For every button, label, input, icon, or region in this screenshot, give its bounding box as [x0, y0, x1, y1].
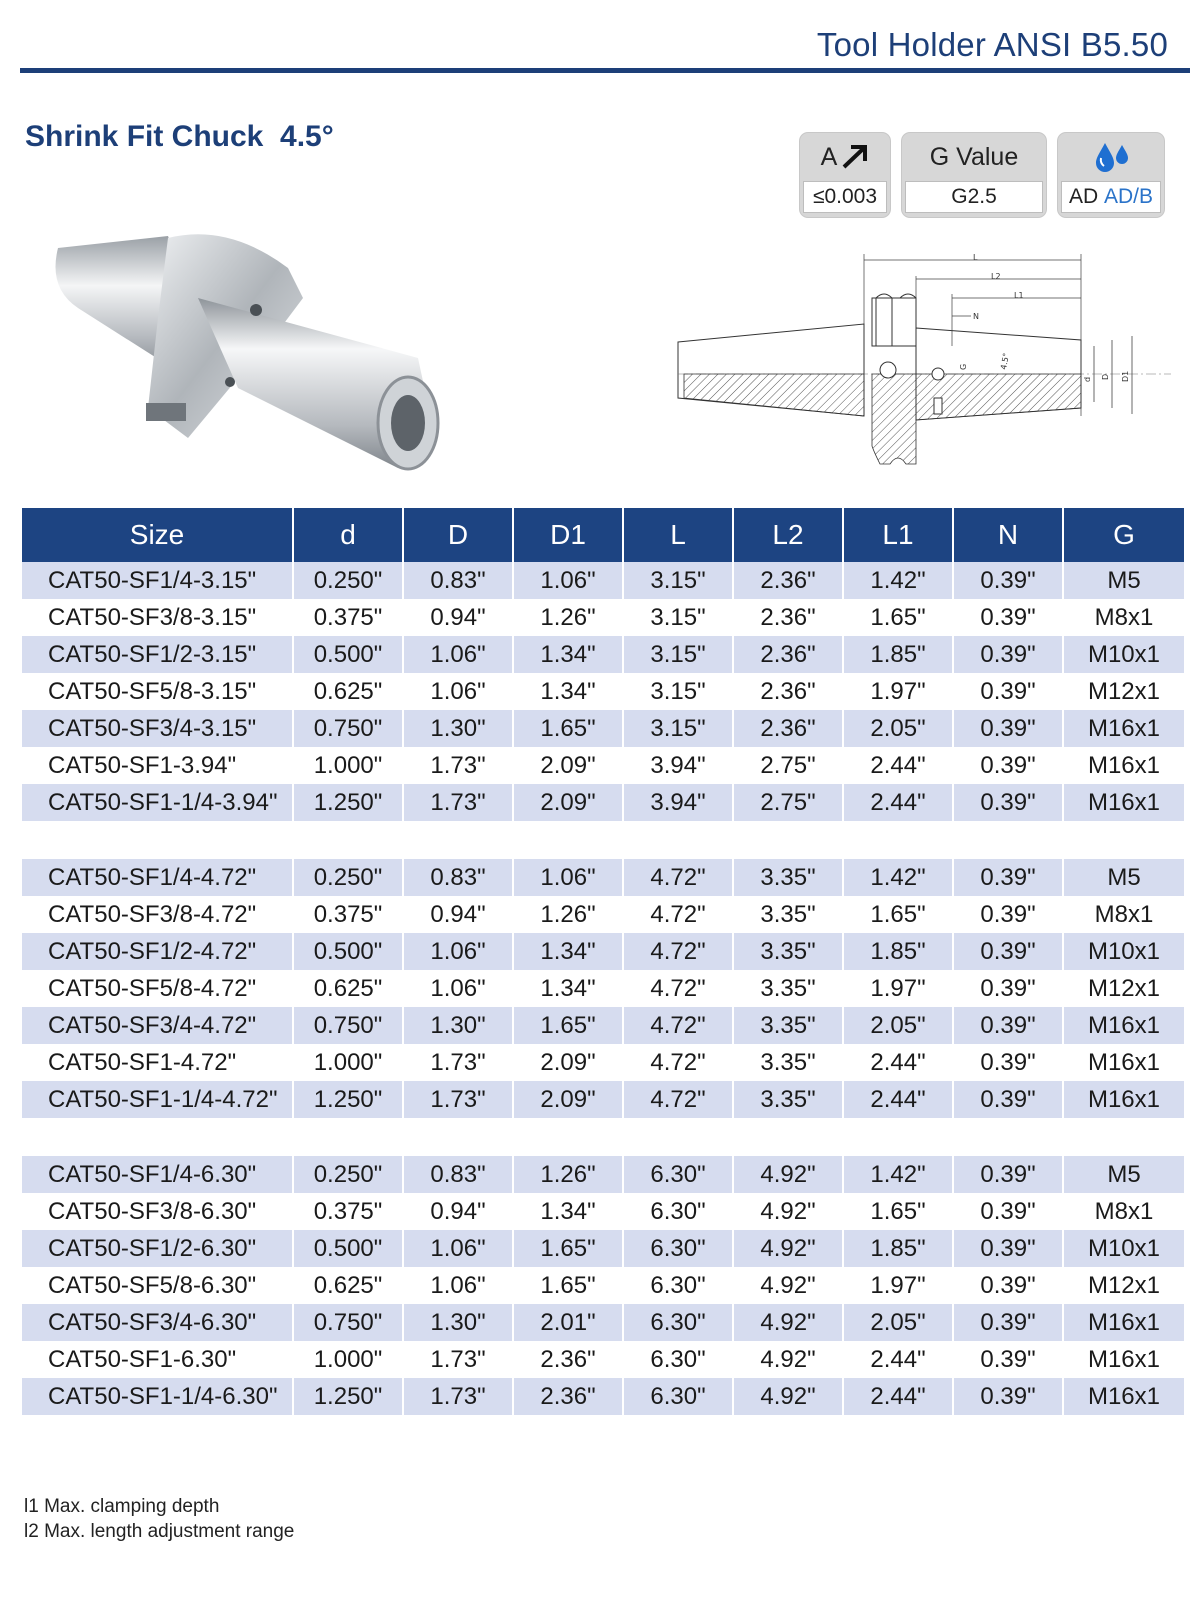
table-row	[22, 1341, 1184, 1378]
size-cell: CAT50-SF1/2-4.72"	[22, 933, 293, 970]
size-cell: CAT50-SF1-1/4-4.72"	[22, 1081, 293, 1118]
value-cell: 2.75"	[733, 747, 843, 784]
value-cell: 1.30"	[403, 710, 513, 747]
product-photo	[38, 228, 458, 484]
value-cell: 0.83"	[403, 859, 513, 896]
size-cell: CAT50-SF5/8-4.72"	[22, 970, 293, 1007]
value-cell: 0.39"	[953, 859, 1063, 896]
value-cell: 1.34"	[513, 933, 623, 970]
spec-table	[22, 508, 1184, 1415]
product-title: Shrink Fit Chuck 4.5°	[25, 120, 334, 153]
value-cell: 1.06"	[403, 1267, 513, 1304]
table-row	[22, 673, 1184, 710]
value-cell: 4.92"	[733, 1378, 843, 1415]
col-header-l2: L2	[733, 508, 843, 562]
size-cell: CAT50-SF3/8-4.72"	[22, 896, 293, 933]
value-cell: 0.39"	[953, 710, 1063, 747]
value-cell: 2.09"	[513, 1081, 623, 1118]
technical-drawing	[676, 246, 1176, 478]
runout-value: ≤0.003	[803, 181, 887, 213]
header-rule	[20, 68, 1190, 73]
dim-label-l: L	[973, 253, 978, 262]
value-cell: 1.000"	[293, 1341, 403, 1378]
value-cell: M16x1	[1063, 710, 1184, 747]
value-cell: 6.30"	[623, 1156, 733, 1193]
table-row	[22, 1230, 1184, 1267]
value-cell: 0.39"	[953, 784, 1063, 821]
value-cell: 0.375"	[293, 599, 403, 636]
value-cell: 1.34"	[513, 1193, 623, 1230]
value-cell: 2.09"	[513, 1044, 623, 1081]
col-header-n: N	[953, 508, 1063, 562]
footnote-length-adjustment: l2 Max. length adjustment range	[24, 1521, 295, 1542]
value-cell: 3.15"	[623, 636, 733, 673]
value-cell: 1.85"	[843, 1230, 953, 1267]
value-cell: 0.500"	[293, 636, 403, 673]
value-cell: 0.39"	[953, 1156, 1063, 1193]
value-cell: M12x1	[1087, 1271, 1161, 1299]
value-cell: 1.06"	[403, 970, 513, 1007]
value-cell: M10x1	[1063, 933, 1184, 970]
footnote-clamping-depth: l1 Max. clamping depth	[24, 1496, 220, 1517]
group-spacer-cell	[22, 821, 1184, 859]
value-cell: 2.05"	[843, 1007, 953, 1044]
value-cell: 1.65"	[513, 710, 623, 747]
table-row	[22, 970, 1184, 1007]
value-cell: 3.35"	[733, 1007, 843, 1044]
value-cell: 1.85"	[843, 933, 953, 970]
value-cell: 1.34"	[513, 673, 623, 710]
page-header-title: Tool Holder ANSI B5.50	[816, 26, 1168, 63]
value-cell: M5	[1063, 562, 1184, 599]
runout-arrow-icon	[841, 144, 869, 170]
value-cell: 4.92"	[733, 1341, 843, 1378]
value-cell: 3.35"	[733, 896, 843, 933]
value-cell: 3.35"	[733, 933, 843, 970]
value-cell: 2.05"	[843, 710, 953, 747]
value-cell: 0.39"	[953, 562, 1063, 599]
value-cell: M16x1	[1063, 1304, 1184, 1341]
table-row	[22, 933, 1184, 970]
value-cell: 0.39"	[953, 1267, 1063, 1304]
value-cell: M16x1	[1063, 1081, 1184, 1118]
value-cell: 2.36"	[733, 710, 843, 747]
value-cell: 0.94"	[403, 1193, 513, 1230]
col-header-big-d: D	[403, 508, 513, 562]
value-cell: 0.500"	[293, 1230, 403, 1267]
value-cell: 1.97"	[843, 970, 953, 1007]
coolant-badge-top	[1091, 133, 1131, 181]
size-cell: CAT50-SF1-4.72"	[22, 1044, 293, 1081]
value-cell: 4.72"	[623, 1044, 733, 1081]
size-cell: CAT50-SF1-1/4-6.30"	[22, 1378, 293, 1415]
table-row	[22, 1304, 1184, 1341]
value-cell: 0.625"	[293, 970, 403, 1007]
value-cell: 6.30"	[623, 1193, 733, 1230]
value-cell: 3.35"	[733, 970, 843, 1007]
value-cell: 0.39"	[953, 1193, 1063, 1230]
value-cell: 6.30"	[623, 1378, 733, 1415]
value-cell: 3.35"	[733, 1044, 843, 1081]
value-cell: 1.000"	[293, 747, 403, 784]
value-cell: 2.05"	[843, 1304, 953, 1341]
coolant-value	[1061, 181, 1161, 213]
value-cell: 0.375"	[293, 1193, 403, 1230]
value-cell: 4.92"	[733, 1304, 843, 1341]
value-cell: 0.39"	[953, 1341, 1063, 1378]
dim-label-l2: L2	[991, 272, 1001, 281]
value-cell: 0.39"	[953, 970, 1063, 1007]
value-cell: 1.42"	[843, 562, 953, 599]
size-cell: CAT50-SF5/8-6.30"	[22, 1267, 293, 1304]
value-cell: 4.72"	[623, 859, 733, 896]
value-cell: 1.06"	[403, 1230, 513, 1267]
value-cell: 3.35"	[733, 859, 843, 896]
coolant-value-adb: AD/B	[1104, 185, 1154, 208]
value-cell: 1.06"	[403, 673, 513, 710]
value-cell: 0.625"	[293, 673, 403, 710]
value-cell: 0.250"	[293, 859, 403, 896]
value-cell: 4.72"	[623, 1081, 733, 1118]
value-cell: 0.750"	[293, 710, 403, 747]
value-cell: 1.73"	[403, 1044, 513, 1081]
value-cell: 1.30"	[403, 1304, 513, 1341]
table-row	[22, 1267, 1184, 1304]
value-cell: 2.36"	[733, 562, 843, 599]
dim-label-n: N	[973, 312, 979, 321]
table-row	[22, 562, 1184, 599]
value-cell: 1.250"	[293, 784, 403, 821]
table-row	[22, 1193, 1184, 1230]
size-cell: CAT50-SF1/2-3.15"	[22, 636, 293, 673]
value-cell: M8x1	[1094, 900, 1154, 928]
value-cell: 2.44"	[843, 1341, 953, 1378]
value-cell: 1.250"	[293, 1378, 403, 1415]
col-header-size: Size	[22, 508, 293, 562]
size-cell: CAT50-SF3/4-3.15"	[22, 710, 293, 747]
footnotes	[24, 1494, 294, 1544]
value-cell: 1.06"	[513, 859, 623, 896]
group-spacer	[22, 821, 1184, 859]
col-header-g: G	[1063, 508, 1184, 562]
value-cell: M16x1	[1087, 1345, 1161, 1373]
coolant-badge	[1058, 133, 1164, 217]
value-cell: 1.65"	[513, 1007, 623, 1044]
value-cell: 4.92"	[733, 1156, 843, 1193]
value-cell: 4.92"	[733, 1267, 843, 1304]
balance-badge	[902, 133, 1046, 217]
value-cell: 1.65"	[843, 896, 953, 933]
size-cell: CAT50-SF5/8-3.15"	[22, 673, 293, 710]
size-cell: CAT50-SF1-3.94"	[22, 747, 293, 784]
value-cell: 3.15"	[623, 599, 733, 636]
spec-table-body	[22, 562, 1184, 1415]
dim-label-d1: D1	[1121, 370, 1130, 382]
value-cell: 0.39"	[953, 1007, 1063, 1044]
runout-badge	[800, 133, 890, 217]
value-cell: 1.85"	[843, 636, 953, 673]
value-cell: 1.26"	[513, 896, 623, 933]
table-row	[22, 710, 1184, 747]
value-cell: 1.73"	[403, 1378, 513, 1415]
value-cell: 0.94"	[403, 599, 513, 636]
table-row	[22, 1007, 1184, 1044]
runout-label: A	[820, 142, 838, 171]
balance-value: G2.5	[905, 181, 1043, 213]
value-cell: 0.500"	[293, 933, 403, 970]
size-cell: CAT50-SF3/4-6.30"	[22, 1304, 293, 1341]
value-cell: 2.01"	[513, 1304, 623, 1341]
coolant-drops-icon	[1091, 140, 1131, 174]
dim-label-g: G	[959, 363, 968, 370]
col-header-l1: L1	[843, 508, 953, 562]
col-header-l: L	[623, 508, 733, 562]
value-cell: 0.750"	[293, 1304, 403, 1341]
value-cell: 1.97"	[843, 1267, 953, 1304]
value-cell: 1.250"	[293, 1081, 403, 1118]
value-cell: 0.750"	[293, 1007, 403, 1044]
value-cell: 1.06"	[403, 933, 513, 970]
value-cell: 2.09"	[513, 784, 623, 821]
spec-badges	[800, 133, 1164, 217]
value-cell: M16x1	[1087, 751, 1161, 779]
value-cell: 6.30"	[623, 1267, 733, 1304]
dim-label-big-d: D	[1101, 373, 1110, 380]
value-cell: 4.72"	[623, 896, 733, 933]
value-cell: 0.39"	[953, 747, 1063, 784]
value-cell: M5	[1063, 859, 1184, 896]
value-cell: 1.65"	[513, 1267, 623, 1304]
value-cell: 1.30"	[403, 1007, 513, 1044]
value-cell: M10x1	[1063, 1230, 1184, 1267]
value-cell: 1.26"	[513, 1156, 623, 1193]
col-header-d: d	[293, 508, 403, 562]
size-cell: CAT50-SF1/4-3.15"	[22, 562, 293, 599]
runout-badge-top	[821, 133, 870, 181]
value-cell: 1.26"	[513, 599, 623, 636]
value-cell: 6.30"	[623, 1341, 733, 1378]
value-cell: 2.44"	[843, 1081, 953, 1118]
dim-label-angle: 4.5°	[999, 352, 1011, 371]
value-cell: 2.36"	[733, 599, 843, 636]
value-cell: M12x1	[1087, 677, 1161, 705]
value-cell: 1.73"	[403, 1081, 513, 1118]
value-cell: 4.72"	[623, 1007, 733, 1044]
size-cell: CAT50-SF1-1/4-3.94"	[22, 784, 293, 821]
value-cell: 6.30"	[623, 1304, 733, 1341]
value-cell: 2.44"	[843, 747, 953, 784]
value-cell: 2.36"	[513, 1378, 623, 1415]
value-cell: 0.250"	[293, 1156, 403, 1193]
value-cell: 0.94"	[403, 896, 513, 933]
value-cell: 1.73"	[403, 784, 513, 821]
value-cell: M10x1	[1063, 636, 1184, 673]
spec-table-header-row	[22, 508, 1184, 562]
value-cell: M16x1	[1087, 1048, 1161, 1076]
value-cell: 0.39"	[953, 599, 1063, 636]
value-cell: 1.42"	[843, 1156, 953, 1193]
group-spacer-cell	[22, 1118, 1184, 1156]
value-cell: 2.75"	[733, 784, 843, 821]
value-cell: 1.73"	[403, 1341, 513, 1378]
table-row	[22, 1044, 1184, 1081]
size-cell: CAT50-SF1/2-6.30"	[22, 1230, 293, 1267]
coolant-value-ad: AD	[1068, 185, 1099, 208]
value-cell: 4.92"	[733, 1230, 843, 1267]
table-row	[22, 896, 1184, 933]
value-cell: 2.36"	[513, 1341, 623, 1378]
size-cell: CAT50-SF3/8-6.30"	[22, 1193, 293, 1230]
value-cell: 6.30"	[623, 1230, 733, 1267]
col-header-d1: D1	[513, 508, 623, 562]
value-cell: M16x1	[1063, 1378, 1184, 1415]
value-cell: 0.39"	[953, 1230, 1063, 1267]
value-cell: 0.39"	[953, 1081, 1063, 1118]
value-cell: 4.72"	[623, 970, 733, 1007]
value-cell: 2.44"	[843, 1044, 953, 1081]
value-cell: 0.83"	[403, 562, 513, 599]
size-cell: CAT50-SF1-6.30"	[22, 1341, 293, 1378]
value-cell: 0.83"	[403, 1156, 513, 1193]
value-cell: 3.94"	[623, 747, 733, 784]
value-cell: 1.06"	[403, 636, 513, 673]
value-cell: M16x1	[1063, 784, 1184, 821]
value-cell: 2.36"	[733, 636, 843, 673]
value-cell: 1.06"	[513, 562, 623, 599]
table-row	[22, 1378, 1184, 1415]
value-cell: 1.42"	[843, 859, 953, 896]
value-cell: 0.250"	[293, 562, 403, 599]
value-cell: 3.15"	[623, 562, 733, 599]
value-cell: 1.65"	[513, 1230, 623, 1267]
value-cell: 0.39"	[953, 673, 1063, 710]
size-cell: CAT50-SF3/4-4.72"	[22, 1007, 293, 1044]
value-cell: 0.375"	[293, 896, 403, 933]
dim-label-d: d	[1083, 376, 1092, 382]
value-cell: 0.39"	[953, 896, 1063, 933]
size-cell: CAT50-SF1/4-4.72"	[22, 859, 293, 896]
value-cell: 0.39"	[953, 1304, 1063, 1341]
value-cell: 3.35"	[733, 1081, 843, 1118]
value-cell: 2.44"	[843, 1378, 953, 1415]
value-cell: 1.73"	[403, 747, 513, 784]
size-cell: CAT50-SF3/8-3.15"	[22, 599, 293, 636]
value-cell: 2.44"	[843, 784, 953, 821]
dim-label-l1: L1	[1014, 291, 1024, 300]
table-row	[22, 636, 1184, 673]
balance-label: G Value	[929, 142, 1019, 171]
value-cell: 4.92"	[733, 1193, 843, 1230]
value-cell: M5	[1063, 1156, 1184, 1193]
size-cell: CAT50-SF1/4-6.30"	[22, 1156, 293, 1193]
value-cell: 1.65"	[843, 599, 953, 636]
value-cell: 0.39"	[953, 1378, 1063, 1415]
table-row	[22, 784, 1184, 821]
value-cell: 1.34"	[513, 970, 623, 1007]
group-spacer	[22, 1118, 1184, 1156]
value-cell: M8x1	[1094, 603, 1154, 631]
value-cell: M16x1	[1063, 1007, 1184, 1044]
value-cell: 3.15"	[623, 710, 733, 747]
value-cell: 0.39"	[953, 1044, 1063, 1081]
value-cell: 2.36"	[733, 673, 843, 710]
table-row	[22, 599, 1184, 636]
value-cell: 1.97"	[843, 673, 953, 710]
value-cell: 4.72"	[623, 933, 733, 970]
value-cell: 3.15"	[623, 673, 733, 710]
value-cell: 2.09"	[513, 747, 623, 784]
value-cell: M12x1	[1087, 974, 1161, 1002]
value-cell: 0.39"	[953, 933, 1063, 970]
value-cell: 1.65"	[843, 1193, 953, 1230]
table-row	[22, 1156, 1184, 1193]
value-cell: M8x1	[1094, 1197, 1154, 1225]
table-row	[22, 747, 1184, 784]
table-row	[22, 859, 1184, 896]
value-cell: 3.94"	[623, 784, 733, 821]
value-cell: 1.34"	[513, 636, 623, 673]
value-cell: 0.625"	[293, 1267, 403, 1304]
value-cell: 1.000"	[293, 1044, 403, 1081]
value-cell: 0.39"	[953, 636, 1063, 673]
table-row	[22, 1081, 1184, 1118]
